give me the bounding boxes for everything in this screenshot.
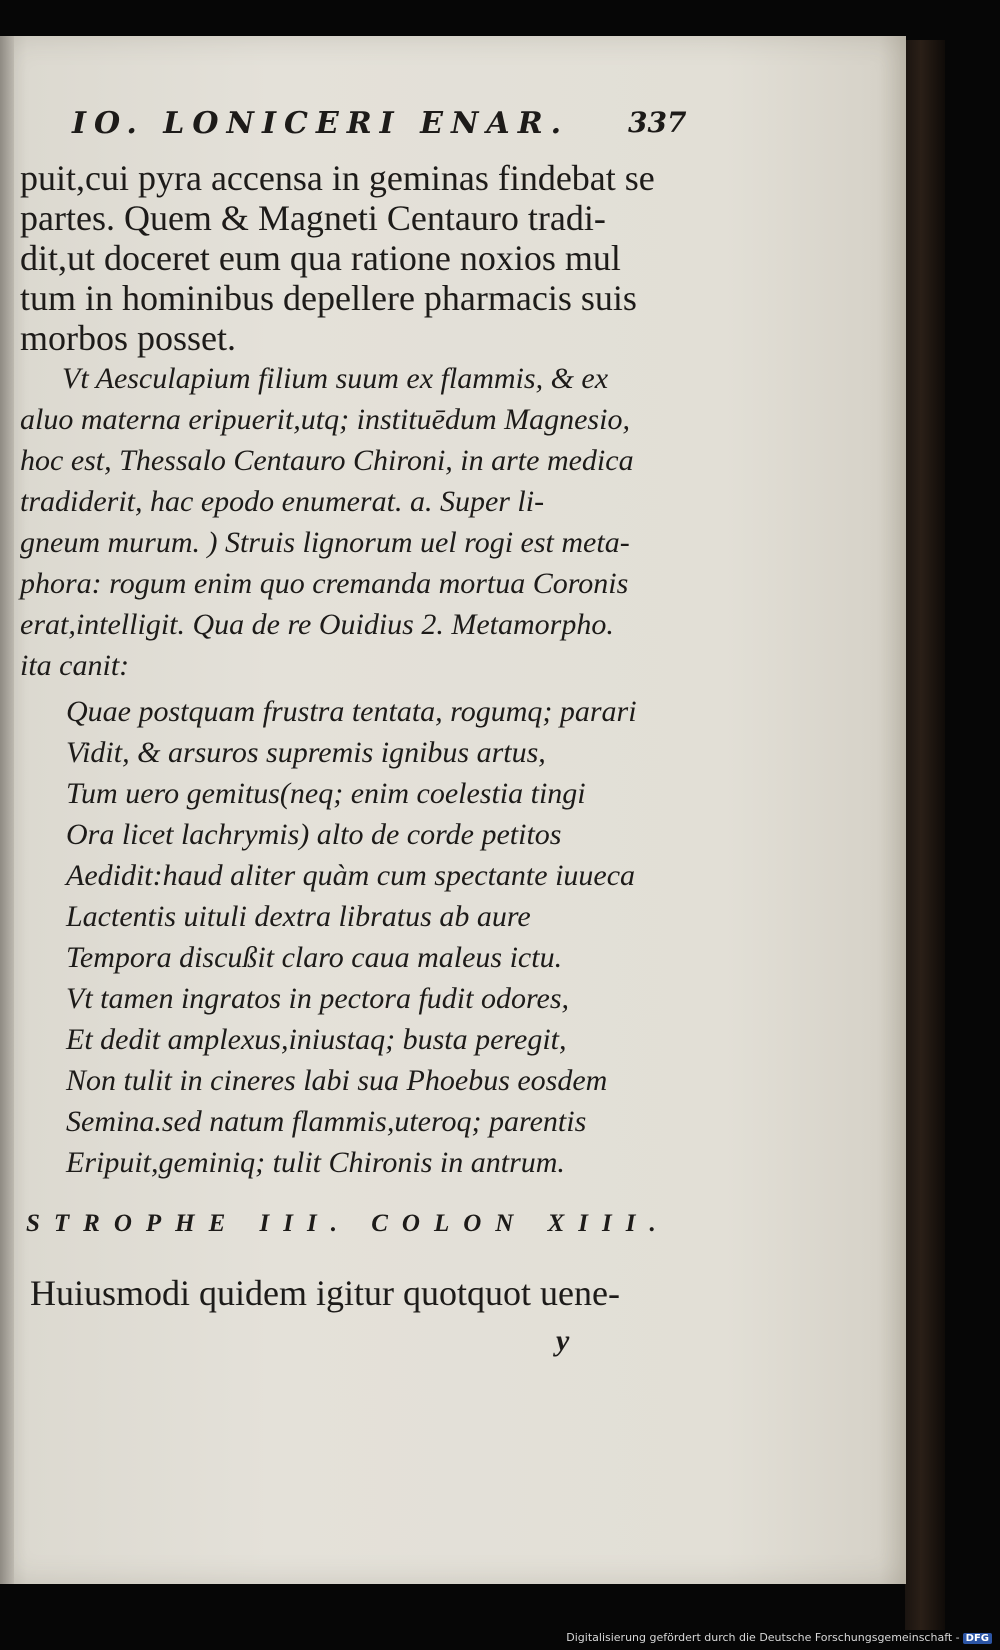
book-spine-shadow <box>905 40 945 1630</box>
commentary-line: Vt Aesculapium filium suum ex flammis, & ex <box>62 362 609 395</box>
verse-line: Quae postquam frustra tentata, rogumq; parari <box>66 695 637 728</box>
catchword: y <box>556 1324 570 1357</box>
verse-line: Tempora discußit claro caua maleus ictu. <box>66 941 563 974</box>
commentary-line: aluo materna eripuerit,utq; instituēdum Magnesio, <box>20 403 630 436</box>
body-line: dit,ut doceret eum qua ratione noxios mul <box>20 238 621 278</box>
digitization-credit <box>566 1631 992 1644</box>
page-gutter-edge <box>0 36 14 1584</box>
commentary-line: ita canit: <box>20 649 130 682</box>
verse-line: Lactentis uituli dextra libratus ab aure <box>66 900 531 933</box>
verse-line: Tum uero gemitus(neq; enim coelestia tingi <box>66 777 586 810</box>
body-line: morbos posset. <box>20 318 236 358</box>
page-number: 337 <box>628 106 687 139</box>
body-line: partes. Quem & Magneti Centauro tradi- <box>20 198 606 238</box>
verse-line: Non tulit in cineres labi sua Phoebus eosdem <box>66 1064 608 1097</box>
verse-line: Eripuit,geminiq; tulit Chironis in antrum. <box>66 1146 565 1179</box>
body-line-final: Huiusmodi quidem igitur quotquot uene- <box>30 1273 620 1313</box>
dfg-logo-icon: DFG <box>963 1633 992 1644</box>
commentary-line: phora: rogum enim quo cremanda mortua Coronis <box>20 567 629 600</box>
commentary-line: erat,intelligit. Qua de re Ouidius 2. Metamorpho. <box>20 608 614 641</box>
strophe-heading: STROPHE III. COLON XIII. <box>26 1210 670 1237</box>
commentary-line: gneum murum. ) Struis lignorum uel rogi est meta- <box>20 526 630 559</box>
commentary-line: tradiderit, hac epodo enumerat. a. Super li- <box>20 485 545 518</box>
verse-line: Ora licet lachrymis) alto de corde petitos <box>66 818 562 851</box>
commentary-line: hoc est, Thessalo Centauro Chironi, in arte medica <box>20 444 634 477</box>
verse-line: Semina.sed natum flammis,uteroq; parentis <box>66 1105 587 1138</box>
verse-line: Et dedit amplexus,iniustaq; busta peregit, <box>66 1023 567 1056</box>
running-head: IO. LONICERI ENAR. <box>72 106 570 141</box>
verse-line: Aedidit:haud aliter quàm cum spectante iuueca <box>66 859 636 892</box>
credit-text: Digitalisierung gefördert durch die Deutsche Forschungsgemeinschaft - <box>566 1631 960 1644</box>
body-line: tum in hominibus depellere pharmacis suis <box>20 278 637 318</box>
body-line: puit,cui pyra accensa in geminas findebat se <box>20 158 655 198</box>
verse-line: Vidit, & arsuros supremis ignibus artus, <box>66 736 546 769</box>
verse-line: Vt tamen ingratos in pectora fudit odores, <box>66 982 570 1015</box>
